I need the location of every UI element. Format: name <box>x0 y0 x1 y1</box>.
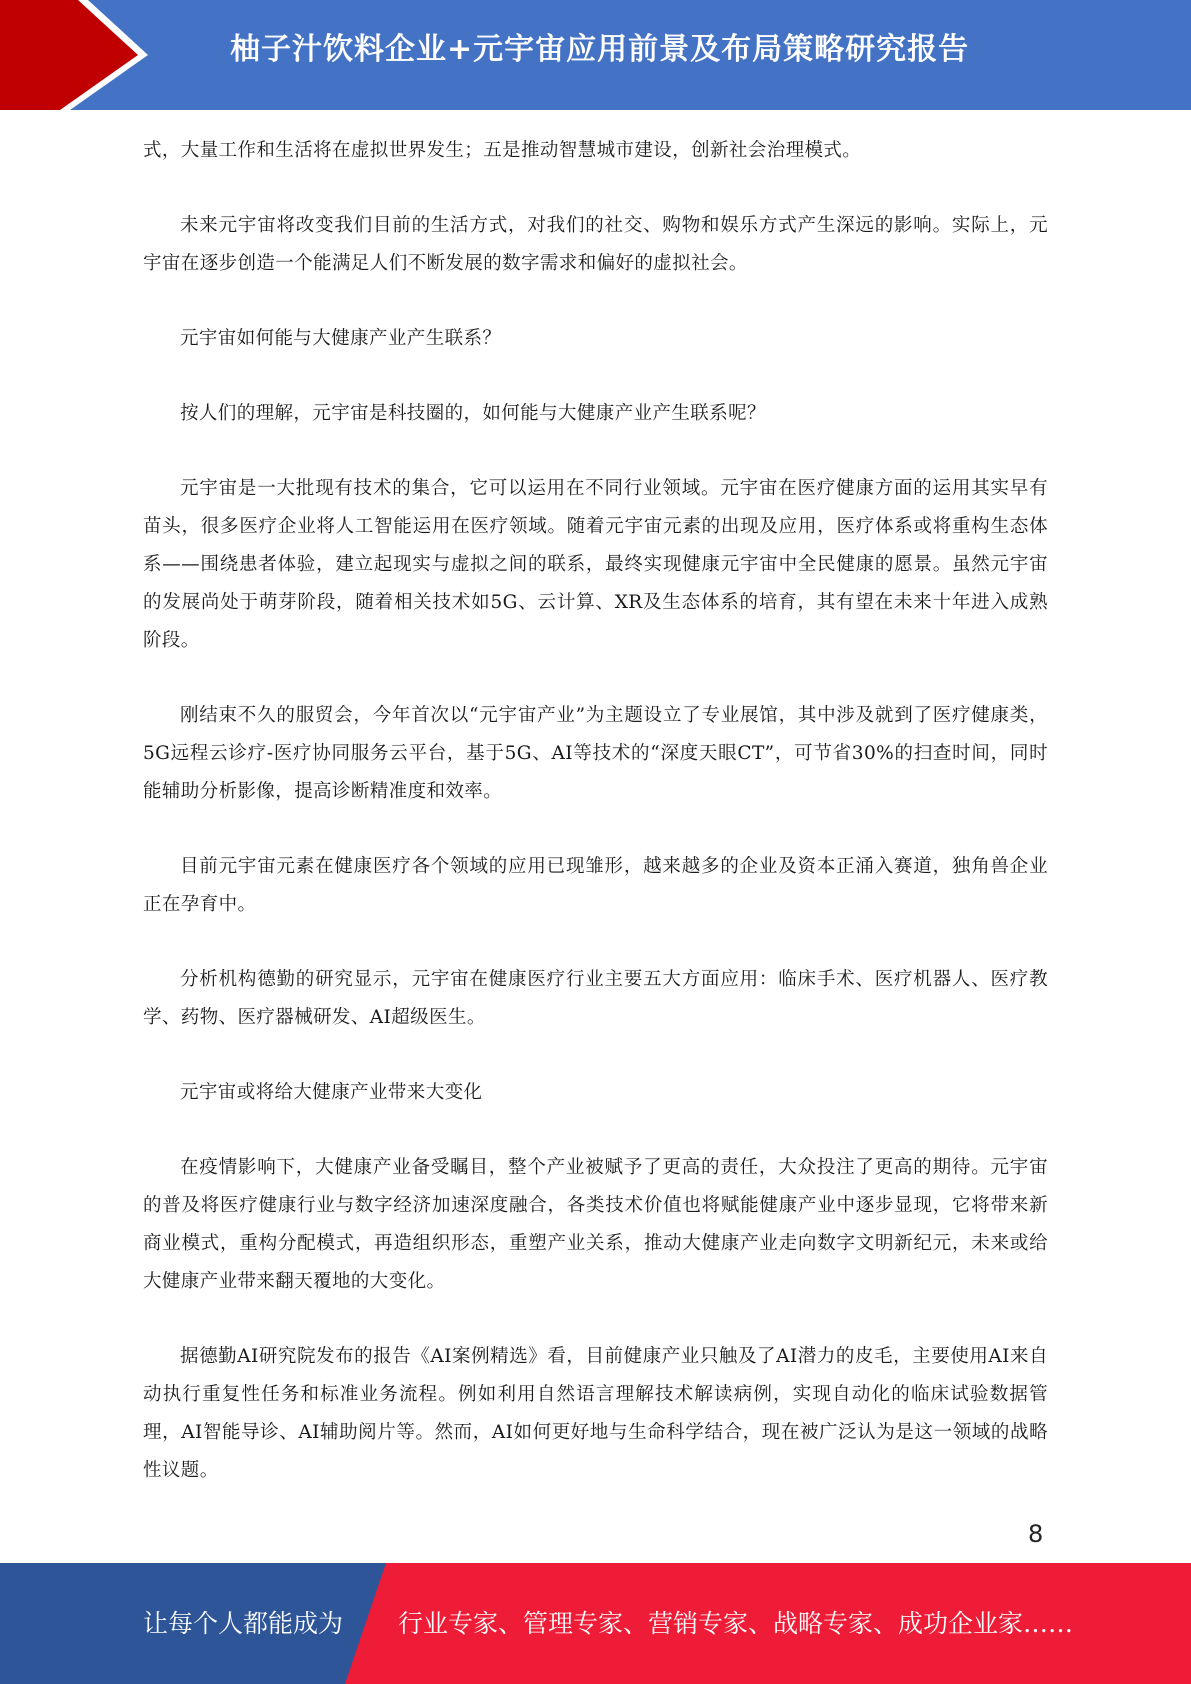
footer-slogan: 让每个人都能成为 <box>143 1609 344 1638</box>
paragraph: 分析机构德勤的研究显示，元宇宙在健康医疗行业主要五大方面应用：临床手术、医疗机器人、医疗教学、药物、医疗器械研发、AI超级医生。 <box>143 969 1048 1028</box>
paragraph: 在疫情影响下，大健康产业备受瞩目，整个产业被赋予了更高的责任，大众投注了更高的期待。元宇宙的普及将医疗健康行业与数字经济加速深度融合，各类技术价值也将赋能健康产业中逐步显现，它将带来新商业模式，重构分配模式，再造组织形态，重塑产业关系，推动大健康产业走向数字文明新纪元，未来或给大健康产业带来翻天覆地的大变化。 <box>143 1157 1048 1292</box>
paragraph: 元宇宙是一大批现有技术的集合，它可以运用在不同行业领域。元宇宙在医疗健康方面的运用其实早有苗头，很多医疗企业将人工智能运用在医疗领域。随着元宇宙元素的出现及应用，医疗体系或将重构生态体系——围绕患者体验，建立起现实与虚拟之间的联系，最终实现健康元宇宙中全民健康的愿景。虽然元宇宙的发展尚处于萌芽阶段，随着相关技术如5G、云计算、XR及生态体系的培育，其有望在未来十年进入成熟阶段。 <box>143 478 1048 651</box>
section-heading: 元宇宙如何能与大健康产业产生联系？ <box>180 328 502 349</box>
document-body <box>143 132 1048 1527</box>
paragraph: 式，大量工作和生活将在虚拟世界发生；五是推动智慧城市建设，创新社会治理模式。 <box>143 140 862 161</box>
section-heading: 元宇宙或将给大健康产业带来大变化 <box>180 1082 483 1103</box>
paragraph: 按人们的理解，元宇宙是科技圈的，如何能与大健康产业产生联系呢？ <box>180 403 766 424</box>
paragraph: 据德勤AI研究院发布的报告《AI案例精选》看，目前健康产业只触及了AI潜力的皮毛，主要使用AI来自动执行重复性任务和标准业务流程。例如利用自然语言理解技术解读病例，实现自动化的临床试验数据管理，AI智能导诊、AI辅助阅片等。然而，AI如何更好地与生命科学结合，现在被广泛认为是这一领域的战略性议题。 <box>143 1346 1048 1481</box>
paragraph: 未来元宇宙将改变我们目前的生活方式，对我们的社交、购物和娱乐方式产生深远的影响。实际上，元宇宙在逐步创造一个能满足人们不断发展的数字需求和偏好的虚拟社会。 <box>143 215 1048 274</box>
page-number: 8 <box>1028 1520 1044 1548</box>
page-footer <box>0 1563 1191 1684</box>
header-arrow-decoration <box>0 0 160 110</box>
footer-tagline: 行业专家、管理专家、营销专家、战略专家、成功企业家…… <box>398 1609 1074 1638</box>
paragraph: 刚结束不久的服贸会，今年首次以“元宇宙产业”为主题设立了专业展馆，其中涉及就到了医疗健康类，5G远程云诊疗-医疗协同服务云平台，基于5G、AI等技术的“深度天眼CT”，可节省30%的扫查时间，同时能辅助分析影像，提高诊断精准度和效率。 <box>143 705 1048 802</box>
page-header <box>0 0 1191 110</box>
paragraph: 目前元宇宙元素在健康医疗各个领域的应用已现雏形，越来越多的企业及资本正涌入赛道，独角兽企业正在孕育中。 <box>143 856 1048 915</box>
document-title: 柚子汁饮料企业+元宇宙应用前景及布局策略研究报告 <box>230 32 970 67</box>
